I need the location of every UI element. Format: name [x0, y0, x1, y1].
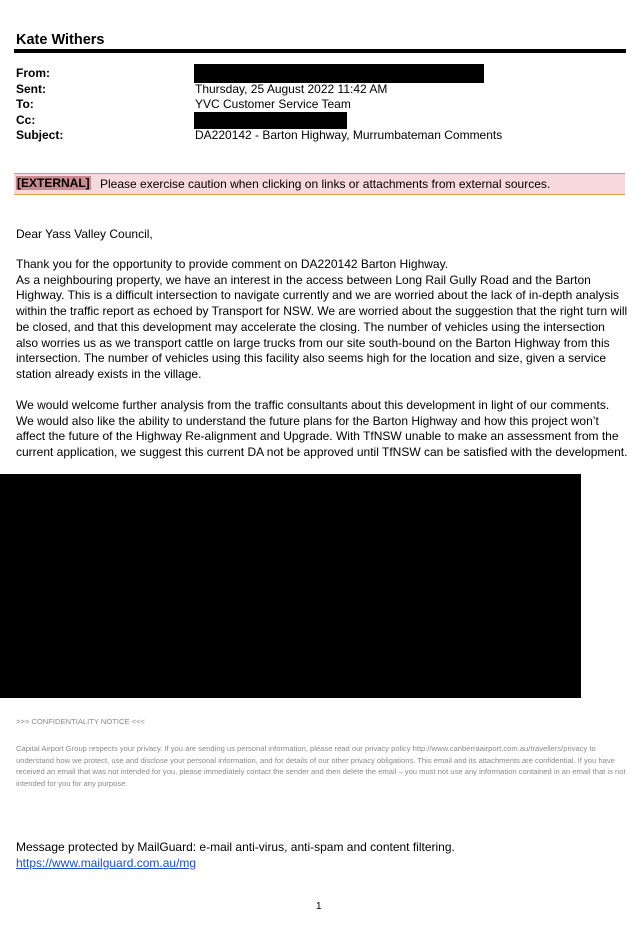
external-tag: [EXTERNAL] [17, 176, 90, 190]
to-label: To: [16, 97, 34, 111]
body-paragraph-2: We would welcome further analysis from the traffic consultants about this development in light of our comments. We would also like the ability to understand the future plans for the Barton Highway and how this project won’t affect the future of the Highway Re-alignment and Upgrade. With TfNSW unable to make an assessment from the current application, we suggest this current DA not be approved until TfNSW can be satisfied with the development. [16, 398, 628, 460]
confidentiality-heading: >>> CONFIDENTIALITY NOTICE <<< [16, 717, 145, 726]
from-redaction [194, 64, 484, 83]
to-value: YVC Customer Service Team [195, 97, 351, 111]
mailguard-link[interactable]: https://www.mailguard.com.au/mg [16, 856, 197, 870]
body-paragraph-1-rest: As a neighbouring property, we have an interest in the access between Long Rail Gully Road and the Barton Highway. This is a difficult intersection to navigate currently and we are worried about the lack of in-depth analysis within the traffic report as echoed by Transport for NSW. We are worried about the suggestion that the right turn will be closed, and that this development may accelerate the closing. The number of vehicles using the intersection also worries us as we transport cattle on large trucks from our site south-bound on the Barton Highway from this intersection. The number of vehicles using this facility also seems high for the location and size, given a service station already exists in the village. [16, 272, 628, 381]
external-warning-banner [14, 173, 625, 195]
cc-redaction [194, 112, 347, 129]
sent-label: Sent: [16, 82, 46, 96]
body-paragraph-1 [16, 257, 628, 383]
sent-value: Thursday, 25 August 2022 11:42 AM [195, 82, 388, 96]
subject-value: DA220142 - Barton Highway, Murrumbateman Comments [195, 128, 503, 142]
confidentiality-text: Capital Airport Group respects your privacy. If you are sending us personal information, please read our privacy policy http://www.canberraairport.com.au/travellers/privacy to understand how we protect, use and disclose your personal information, and for details of our other privacy obligations. This email and its attachments are confidential. If you have received an email that was not intended for you, please immediately contact the sender and then delete the email – you must not use any information contained in an email that is not intended for you for any purpose. [16, 744, 626, 788]
subject-label: Subject: [16, 128, 64, 142]
salutation: Dear Yass Valley Council, [16, 227, 153, 241]
cc-label: Cc: [16, 113, 36, 127]
body-paragraph-1-intro: Thank you for the opportunity to provide comment on DA220142 Barton Highway. [16, 257, 449, 271]
header-rule [14, 49, 626, 53]
signature-redaction [0, 474, 581, 698]
external-warning-text: Please exercise caution when clicking on links or attachments from external sources. [100, 177, 551, 191]
from-label: From: [16, 66, 50, 80]
sender-name: Kate Withers [16, 32, 105, 48]
page-number: 1 [316, 901, 322, 912]
mailguard-text: Message protected by MailGuard: e-mail anti-virus, anti-spam and content filtering. [16, 840, 455, 854]
